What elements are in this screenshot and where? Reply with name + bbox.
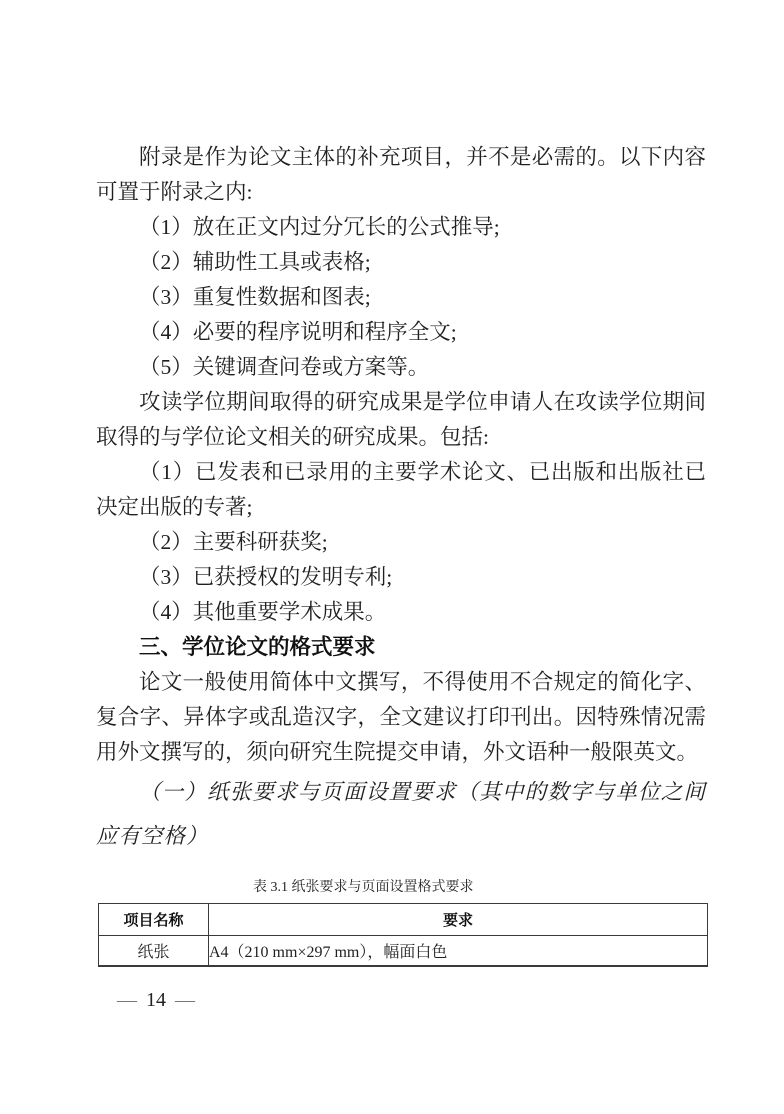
list-item-achievement-1: （1）已发表和已录用的主要学术论文、已出版和出版社已决定出版的专著; bbox=[96, 460, 706, 519]
footer-dash-left: — bbox=[117, 989, 137, 1011]
paper-requirements-table bbox=[98, 903, 708, 967]
table-header-row bbox=[99, 904, 708, 936]
subsection-heading-paper-page-setup: （一）纸张要求与页面设置要求（其中的数字与单位之间应有空格） bbox=[96, 780, 706, 848]
table-header-item-name: 项目名称 bbox=[99, 904, 209, 936]
list-item-appendix-5: （5）关键调查问卷或方案等。 bbox=[139, 355, 430, 379]
list-item-appendix-4: （4）必要的程序说明和程序全文; bbox=[139, 320, 457, 344]
paragraph-appendix-intro: 附录是作为论文主体的补充项目，并不是必需的。以下内容可置于附录之内: bbox=[96, 145, 706, 204]
table-header-requirement: 要求 bbox=[209, 904, 708, 936]
table-cell-requirement: A4（210 mm×297 mm），幅面白色 bbox=[209, 936, 708, 967]
paragraph-language-requirements: 论文一般使用简体中文撰写，不得使用不合规定的简化字、复合字、异体字或乱造汉字，全文建议打印刊出。因特殊情况需用外文撰写的，须向研究生院提交申请，外文语种一般限英文。 bbox=[96, 670, 706, 764]
list-item-appendix-2: （2）辅助性工具或表格; bbox=[139, 250, 371, 274]
section-heading-format-requirements: 三、学位论文的格式要求 bbox=[139, 635, 376, 659]
list-item-appendix-3: （3）重复性数据和图表; bbox=[139, 285, 371, 309]
list-item-achievement-2: （2）主要科研获奖; bbox=[139, 530, 328, 554]
list-item-achievement-3: （3）已获授权的发明专利; bbox=[139, 565, 393, 589]
list-item-achievement-4: （4）其他重要学术成果。 bbox=[139, 600, 387, 624]
page-footer bbox=[117, 988, 195, 1012]
table-cell-item-name: 纸张 bbox=[99, 936, 209, 967]
document-body bbox=[96, 140, 706, 967]
list-item-appendix-1: （1）放在正文内过分冗长的公式推导; bbox=[139, 215, 500, 239]
page-number: 14 bbox=[146, 989, 166, 1011]
table-caption: 表 3.1 纸张要求与页面设置格式要求 bbox=[253, 880, 474, 895]
table-row bbox=[99, 936, 708, 967]
paragraph-achievements-intro: 攻读学位期间取得的研究成果是学位申请人在攻读学位期间取得的与学位论文相关的研究成果。包括: bbox=[96, 390, 706, 449]
footer-dash-right: — bbox=[175, 989, 195, 1011]
